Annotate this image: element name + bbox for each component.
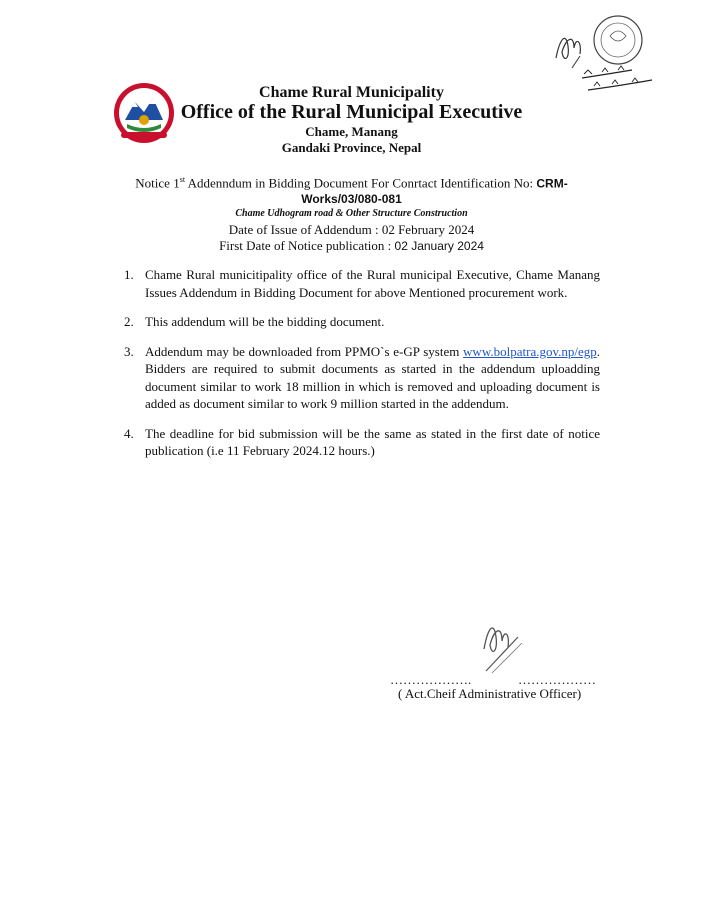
egp-link[interactable]: www.bolpatra.gov.np/egp <box>463 343 597 359</box>
list-item-number: 4. <box>124 425 134 441</box>
list-item <box>124 266 600 301</box>
notice-title-line-1 <box>0 175 703 191</box>
location-line-2: Gandaki Province, Nepal <box>281 140 422 155</box>
first-notice-label: First Date of Notice publication : <box>219 238 395 253</box>
project-name: Chame Udhogram road & Other Structure Construction <box>235 208 468 219</box>
signature-dots-left: ………………. <box>390 672 472 687</box>
notice-ordinal-sup: st <box>179 175 186 184</box>
list-item <box>124 343 600 413</box>
list-item-number: 3. <box>124 343 134 359</box>
list-item-text: The deadline for bid submission will be the same as stated in the first date of notice publication (i.e 11 February 2024.12 hours.) <box>145 425 600 458</box>
signer-title: ( Act.Cheif Administrative Officer) <box>398 686 582 701</box>
municipality-name: Chame Rural Municipality <box>259 84 444 101</box>
issue-date-line <box>0 222 703 238</box>
contract-id-part-1: CRM- <box>536 176 568 191</box>
location-line-1: Chame, Manang <box>305 124 398 139</box>
official-stamp <box>552 8 662 96</box>
list-item-text <box>145 343 600 413</box>
first-notice-line <box>0 238 703 254</box>
list-item-text-part: Addendum may be downloaded from PPMO`s e-GP system <box>145 343 464 359</box>
handwritten-signature <box>472 615 530 675</box>
addendum-list <box>124 266 600 472</box>
notice-text: Addenndum in Bidding Document For Conrtact Identification No: <box>185 175 537 191</box>
contract-id-part-2: Works/03/080-081 <box>301 192 402 206</box>
signature-dots-right: ……………… <box>518 672 596 687</box>
list-item-number: 1. <box>124 267 134 282</box>
first-notice-date: 02 January 2024 <box>394 239 484 253</box>
list-item <box>124 425 600 460</box>
notice-prefix: Notice 1 <box>135 175 180 191</box>
list-item-number: 2. <box>124 314 134 329</box>
issue-date-value: 02 February 2024 <box>381 222 475 237</box>
list-item-text: Chame Rural municitipality office of the Rural municipal Executive, Chame Manang Issues Addendum in Bidding Document for above Mentioned procurement work. <box>145 267 600 300</box>
office-title: Office of the Rural Municipal Executive <box>180 101 523 123</box>
list-item-text: This addendum will be the bidding document. <box>145 314 385 329</box>
issue-date-label: Date of Issue of Addendum : <box>228 222 382 237</box>
list-item-text-part: . Bidders are required to submit documents as started in the addendum uploadding document similar to work 18 million in which is removed and uploading document is added as document similar to work 9 million started in the addendum. <box>145 343 600 411</box>
list-item <box>124 313 600 331</box>
